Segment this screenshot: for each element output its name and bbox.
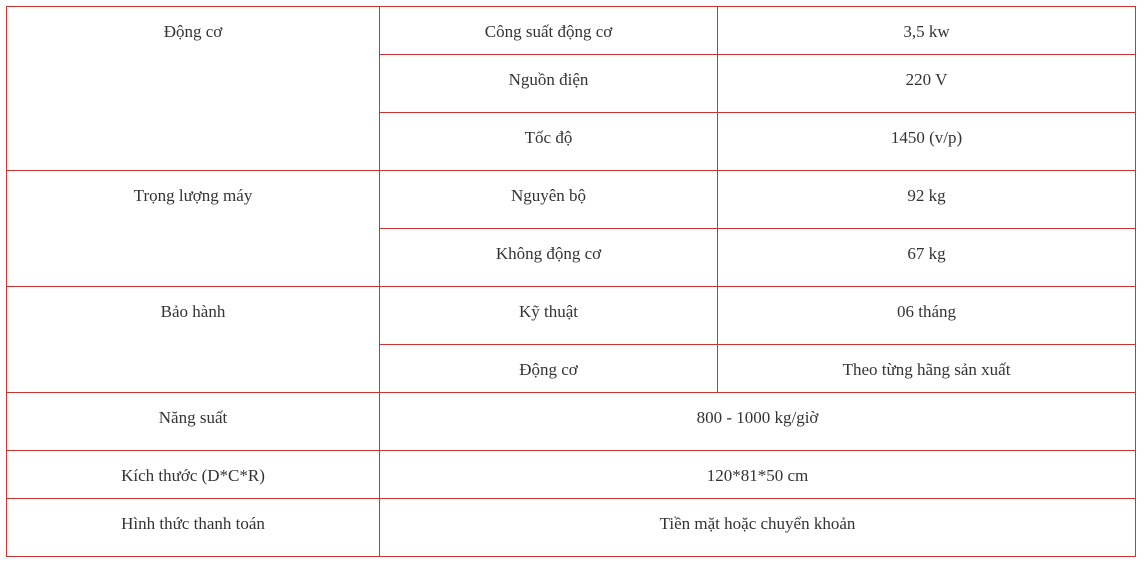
warranty-technical-value: 06 tháng [718,287,1136,345]
engine-power-value: 3,5 kw [718,7,1136,55]
weight-full-value: 92 kg [718,171,1136,229]
speed-label: Tốc độ [380,113,718,171]
capacity-value: 800 - 1000 kg/giờ [380,393,1136,451]
dimensions-value: 120*81*50 cm [380,451,1136,499]
spec-table [6,6,1136,557]
warranty-engine-value: Theo từng hãng sản xuất [718,345,1136,393]
weight-no-engine-value: 67 kg [718,229,1136,287]
weight-label: Trọng lượng máy [7,171,380,287]
engine-label: Động cơ [7,7,380,171]
power-source-label: Nguồn điện [380,55,718,113]
table-row [7,7,1136,55]
table-row [7,499,1136,557]
payment-label: Hình thức thanh toán [7,499,380,557]
table-row [7,287,1136,345]
table-row [7,393,1136,451]
payment-value: Tiền mặt hoặc chuyển khoản [380,499,1136,557]
power-source-value: 220 V [718,55,1136,113]
engine-power-label: Công suất động cơ [380,7,718,55]
table-row [7,171,1136,229]
speed-value: 1450 (v/p) [718,113,1136,171]
warranty-technical-label: Kỹ thuật [380,287,718,345]
warranty-label: Bảo hành [7,287,380,393]
capacity-label: Năng suất [7,393,380,451]
warranty-engine-label: Động cơ [380,345,718,393]
weight-full-label: Nguyên bộ [380,171,718,229]
table-row [7,451,1136,499]
dimensions-label: Kích thước (D*C*R) [7,451,380,499]
weight-no-engine-label: Không động cơ [380,229,718,287]
